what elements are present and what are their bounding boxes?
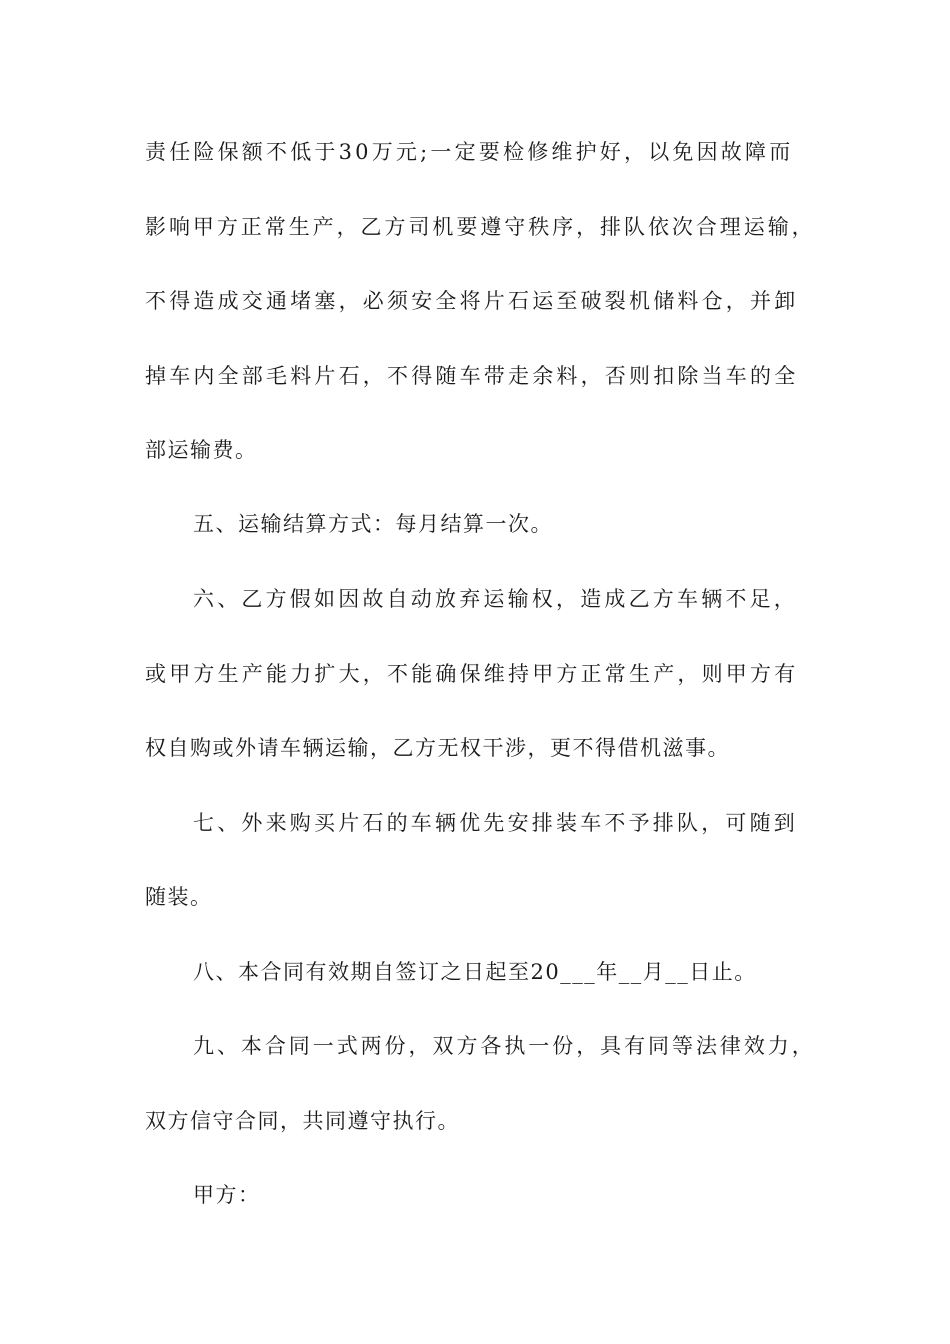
paragraph-4-line-4: 掉车内全部毛料片石，不得随车带走余料，否则扣除当车的全 [145,364,799,388]
paragraph-4-line-3: 不得造成交通堵塞，必须安全将片石运至破裂机储料仓，并卸 [145,289,799,313]
clause-9-line-1: 九、本合同一式两份，双方各执一份，具有同等法律效力， [193,1034,816,1058]
clause-7-line-1: 七、外来购买片石的车辆优先安排装车不予排队，可随到 [193,811,798,835]
clause-7-line-2: 随装。 [145,885,213,909]
clause-6-line-2: 或甲方生产能力扩大，不能确保维持甲方正常生产，则甲方有 [145,662,799,686]
clause-5: 五、运输结算方式：每月结算一次。 [193,512,553,536]
clause-9-line-2: 双方信守合同，共同遵守执行。 [145,1109,460,1133]
paragraph-4-line-5: 部运输费。 [145,438,258,462]
paragraph-4-line-1: 责任险保额不低于30万元;一定要检修维护好，以免因故障而 [145,140,794,164]
clause-6-line-1: 六、乙方假如因故自动放弃运输权，造成乙方车辆不足， [193,587,798,611]
clause-8: 八、本合同有效期自签订之日起至20___年__月__日止。 [193,960,757,984]
clause-6-line-3: 权自购或外请车辆运输，乙方无权干涉，更不得借机滋事。 [145,736,730,760]
paragraph-4-line-2: 影响甲方正常生产，乙方司机要遵守秩序，排队依次合理运输， [145,215,816,239]
party-a-label: 甲方： [193,1183,261,1207]
